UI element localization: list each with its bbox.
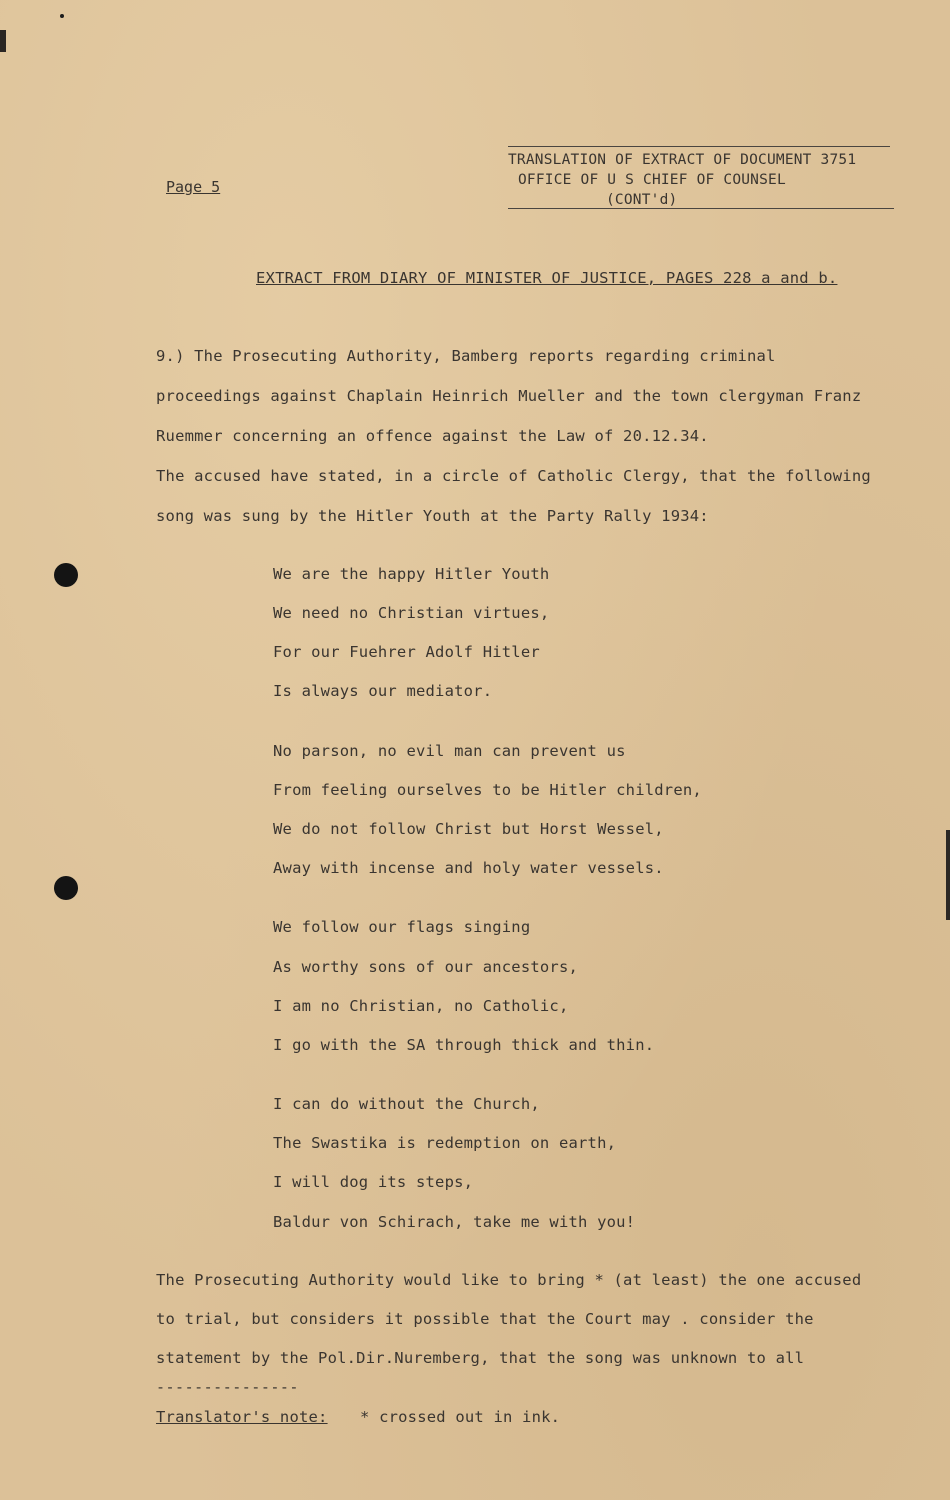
punch-hole [54,876,78,900]
body-line: 9.) The Prosecuting Authority, Bamberg reports regarding criminal [156,347,776,365]
body-line: The Prosecuting Authority would like to bring * (at least) the one accused [156,1271,862,1289]
header-line-2: OFFICE OF U S CHIEF OF COUNSEL [518,172,786,188]
song-line: I can do without the Church, [273,1095,540,1113]
body-line: to trial, but considers it possible that the Court may . consider the [156,1310,814,1328]
body-line: statement by the Pol.Dir.Nuremberg, that the song was unknown to all [156,1349,805,1367]
body-line: song was sung by the Hitler Youth at the Party Rally 1934: [156,507,709,525]
song-line: As worthy sons of our ancestors, [273,958,579,976]
song-line: I will dog its steps, [273,1173,474,1191]
footnote-text: * crossed out in ink. [360,1408,561,1426]
song-line: Baldur von Schirach, take me with you! [273,1213,636,1231]
header-line-1: TRANSLATION OF EXTRACT OF DOCUMENT 3751 [508,152,857,168]
song-line: I go with the SA through thick and thin. [273,1036,655,1054]
punch-hole [54,563,78,587]
document-title: EXTRACT FROM DIARY OF MINISTER OF JUSTICE, PAGES 228 a and b. [256,269,838,287]
header-bottom-rule [508,208,894,209]
song-line: The Swastika is redemption on earth, [273,1134,617,1152]
body-line: The accused have stated, in a circle of Catholic Clergy, that the following [156,467,871,485]
header-line-3: (CONT'd) [606,192,678,208]
song-line: We are the happy Hitler Youth [273,565,550,583]
footnote-label: Translator's note: [156,1408,328,1426]
edge-mark [946,830,950,920]
song-line: No parson, no evil man can prevent us [273,742,626,760]
song-line: Is always our mediator. [273,682,493,700]
song-line: I am no Christian, no Catholic, [273,997,569,1015]
song-line: We do not follow Christ but Horst Wessel, [273,820,664,838]
edge-mark [0,30,6,52]
song-line: For our Fuehrer Adolf Hitler [273,643,540,661]
body-line: proceedings against Chaplain Heinrich Mueller and the town clergyman Franz [156,387,862,405]
song-line: From feeling ourselves to be Hitler children, [273,781,702,799]
song-line: Away with incense and holy water vessels. [273,859,664,877]
speck [60,14,64,18]
header-top-rule [508,146,890,147]
body-line: Ruemmer concerning an offence against the Law of 20.12.34. [156,427,709,445]
song-line: We follow our flags singing [273,918,531,936]
song-line: We need no Christian virtues, [273,604,550,622]
footnote-rule: --------------- [156,1378,299,1396]
page-number: Page 5 [166,178,221,196]
